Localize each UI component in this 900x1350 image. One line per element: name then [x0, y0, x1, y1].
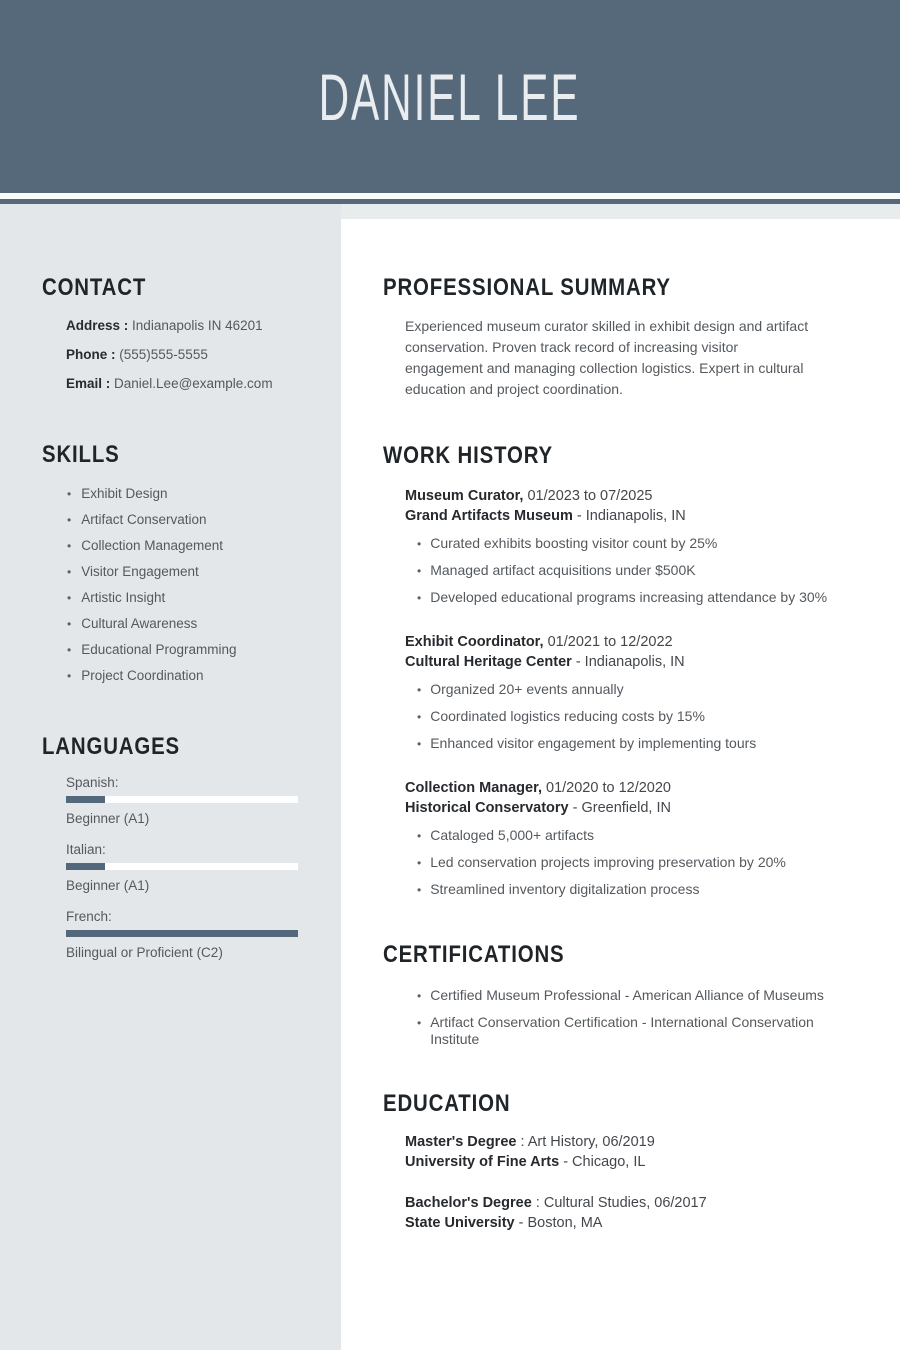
job-bullet: • Developed educational programs increasing attendance by 30%: [417, 589, 828, 605]
language-proficiency-fill: [66, 796, 105, 803]
skills-section: [42, 443, 315, 685]
summary-heading: PROFESSIONAL SUMMARY: [383, 274, 671, 301]
job-company: Grand Artifacts Museum: [405, 508, 573, 524]
job-title: Museum Curator,: [405, 488, 524, 504]
language-level: Beginner (A1): [66, 878, 150, 893]
bullet-icon: •: [417, 683, 422, 697]
job-title: Exhibit Coordinator,: [405, 634, 544, 650]
skill-item: • Cultural Awareness: [67, 616, 198, 631]
bullet-icon: •: [417, 710, 422, 724]
bullet-icon: •: [417, 829, 422, 843]
skill-item: • Artifact Conservation: [67, 512, 207, 527]
job-entry: [405, 778, 852, 899]
certification-list: [417, 987, 852, 1048]
language-name: French:: [66, 909, 112, 924]
education-entry: [405, 1132, 852, 1172]
bullet-icon: •: [67, 669, 72, 683]
contact-heading: CONTACT: [42, 274, 147, 301]
job-bullet: • Organized 20+ events annually: [417, 681, 624, 697]
work-history-section: [383, 444, 852, 899]
language-proficiency-fill: [66, 930, 298, 937]
job-title: Collection Manager,: [405, 780, 542, 796]
job-title-line: [405, 486, 852, 506]
job-bullets: [405, 681, 852, 753]
education-entry: [405, 1193, 852, 1233]
bullet-icon: •: [67, 617, 72, 631]
degree-detail: : Cultural Studies, 06/2017: [535, 1195, 707, 1211]
language-entry-spanish: [66, 774, 315, 827]
language-proficiency-fill: [66, 863, 105, 870]
job-bullet: • Curated exhibits boosting visitor count by 25%: [417, 535, 718, 551]
language-proficiency-bar: [66, 863, 298, 870]
main-column-background: [341, 204, 900, 1350]
bullet-icon: •: [67, 591, 72, 605]
summary-text: Experienced museum curator skilled in exhibit design and artifact conservation. Proven track record of increasing visitor engagement and managing collection logistics. Expert in cultural education and project coordination.: [405, 318, 809, 397]
bullet-icon: •: [417, 591, 422, 605]
bullet-icon: •: [417, 564, 422, 578]
skill-item: • Educational Programming: [67, 642, 237, 657]
address-value: Indianapolis IN 46201: [132, 318, 263, 333]
bullet-icon: •: [417, 856, 422, 870]
job-location: - Indianapolis, IN: [576, 508, 686, 524]
email-value: Daniel.Lee@example.com: [114, 376, 273, 391]
skills-heading: SKILLS: [42, 441, 120, 468]
contact-section: [42, 276, 315, 393]
job-entry: [405, 486, 852, 607]
job-company-line: [405, 798, 852, 818]
languages-heading: LANGUAGES: [42, 733, 180, 760]
bullet-icon: •: [417, 1016, 422, 1030]
contact-email-row: [66, 375, 315, 393]
skill-item: • Visitor Engagement: [67, 564, 199, 579]
job-bullets: [405, 827, 852, 899]
skill-item: • Project Coordination: [67, 668, 204, 683]
main-content: [341, 219, 900, 1350]
certification-item: • Artifact Conservation Certification - International Conservation Institute: [417, 1014, 814, 1047]
candidate-name: DANIEL LEE: [319, 59, 581, 134]
job-company: Historical Conservatory: [405, 800, 569, 816]
contact-address-row: [66, 317, 315, 335]
languages-section: [42, 735, 315, 961]
school-line: [405, 1152, 852, 1172]
job-bullet: • Cataloged 5,000+ artifacts: [417, 827, 595, 843]
language-name: Italian:: [66, 842, 106, 857]
job-bullets: [405, 535, 852, 607]
degree-name: Master's Degree: [405, 1134, 517, 1150]
bullet-icon: •: [67, 643, 72, 657]
job-location: - Greenfield, IN: [572, 800, 671, 816]
school-line: [405, 1213, 852, 1233]
job-location: - Indianapolis, IN: [575, 654, 685, 670]
skill-item: • Exhibit Design: [67, 486, 168, 501]
bullet-icon: •: [417, 989, 422, 1003]
job-title-line: [405, 778, 852, 798]
language-level: Bilingual or Proficient (C2): [66, 945, 223, 960]
education-heading: EDUCATION: [383, 1090, 511, 1117]
job-bullet: • Enhanced visitor engagement by implementing tours: [417, 735, 757, 751]
job-title-line: [405, 632, 852, 652]
degree-detail: : Art History, 06/2019: [520, 1134, 655, 1150]
job-bullet: • Coordinated logistics reducing costs by 15%: [417, 708, 705, 724]
job-bullet: • Streamlined inventory digitalization process: [417, 881, 700, 897]
phone-value: (555)555-5555: [119, 347, 208, 362]
bullet-icon: •: [67, 539, 72, 553]
job-company-line: [405, 506, 852, 526]
language-entry-italian: [66, 841, 315, 894]
job-dates: 01/2020 to 12/2020: [546, 780, 671, 796]
job-company: Cultural Heritage Center: [405, 654, 572, 670]
bullet-icon: •: [417, 537, 422, 551]
school-name: University of Fine Arts: [405, 1154, 560, 1170]
language-entries: [66, 774, 315, 961]
job-company-line: [405, 652, 852, 672]
work-history-heading: WORK HISTORY: [383, 442, 554, 469]
skills-list: [67, 485, 315, 685]
bullet-icon: •: [67, 513, 72, 527]
skill-item: • Collection Management: [67, 538, 224, 553]
bullet-icon: •: [67, 487, 72, 501]
bullet-icon: •: [417, 883, 422, 897]
job-dates: 01/2023 to 07/2025: [527, 488, 653, 504]
job-bullet: • Managed artifact acquisitions under $500K: [417, 562, 696, 578]
phone-label: Phone :: [66, 347, 116, 362]
degree-line: [405, 1193, 852, 1213]
certifications-heading: CERTIFICATIONS: [383, 941, 565, 968]
job-entry: [405, 632, 852, 753]
language-level: Beginner (A1): [66, 811, 150, 826]
resume-body: [0, 204, 900, 1350]
email-label: Email :: [66, 376, 111, 391]
education-section: [383, 1092, 852, 1233]
school-location: - Boston, MA: [518, 1215, 603, 1231]
job-bullet: • Led conservation projects improving preservation by 20%: [417, 854, 786, 870]
header-banner: [0, 0, 900, 193]
sidebar: [0, 204, 341, 1350]
school-name: State University: [405, 1215, 515, 1231]
bullet-icon: •: [67, 565, 72, 579]
contact-phone-row: [66, 346, 315, 364]
skill-item: • Artistic Insight: [67, 590, 166, 605]
contact-items: [66, 317, 315, 393]
job-dates: 01/2021 to 12/2022: [547, 634, 673, 650]
certifications-section: [383, 943, 852, 1048]
language-entry-french: [66, 908, 315, 961]
certification-item: • Certified Museum Professional - American Alliance of Museums: [417, 987, 824, 1003]
degree-line: [405, 1132, 852, 1152]
address-label: Address :: [66, 318, 129, 333]
degree-name: Bachelor's Degree: [405, 1195, 532, 1211]
language-proficiency-bar: [66, 796, 298, 803]
summary-section: [383, 276, 852, 400]
language-name: Spanish:: [66, 775, 119, 790]
language-proficiency-bar: [66, 930, 298, 937]
bullet-icon: •: [417, 737, 422, 751]
school-location: - Chicago, IL: [563, 1154, 646, 1170]
